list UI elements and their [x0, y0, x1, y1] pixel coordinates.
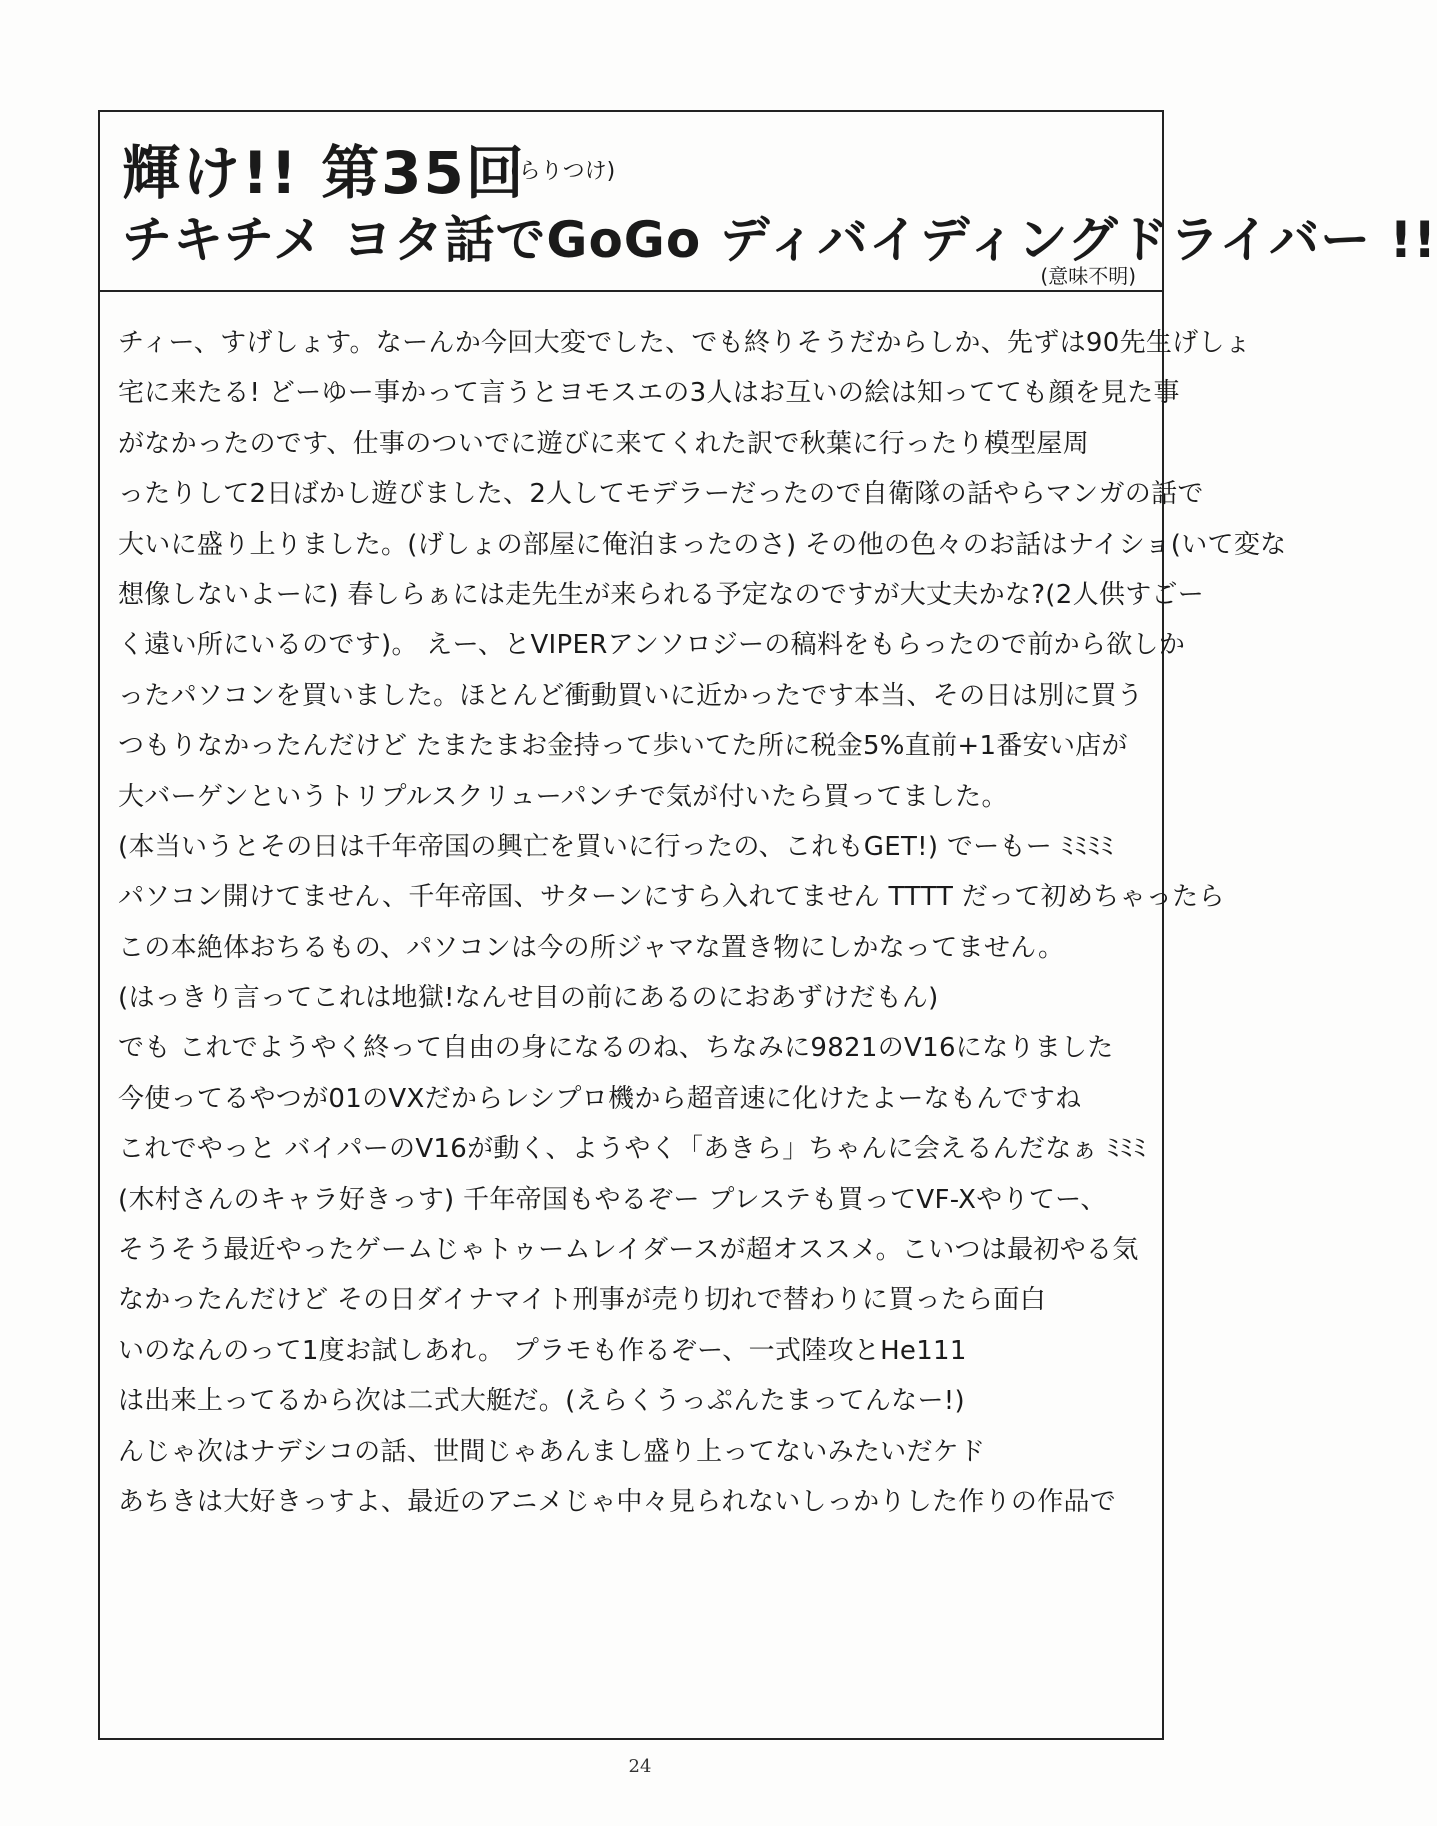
text-line: ったりして2日ばかし遊びました、2人してモデラーだったので自衛隊の話やらマンガの話で — [118, 479, 1204, 510]
title-aside-note: (意味不明) — [1040, 264, 1136, 288]
text-line: つもりなかったんだけど たまたまお金持って歩いてた所に税金5%直前+1番安い店が — [118, 731, 1128, 762]
text-line: がなかったのです、仕事のついでに遊びに来てくれた訳で秋葉に行ったり模型屋周 — [118, 428, 1090, 459]
title-ruby-note: (らりつけ) — [510, 159, 616, 184]
text-line: 大バーゲンというトリプルスクリューパンチで気が付いたら買ってました。 — [118, 781, 1008, 812]
text-line: は出来上ってるから次は二式大艇だ。(えらくうっぷんたまってんなー!) — [118, 1386, 965, 1417]
text-line: あちきは大好きっすよ、最近のアニメじゃ中々見られないしっかりした作りの作品で — [118, 1486, 1117, 1517]
text-line: チィー、すげしょす。なーんか今回大変でした、でも終りそうだからしか、先ずは90先生げしょ — [118, 328, 1252, 358]
text-line: (はっきり言ってこれは地獄!なんせ目の前にあるのにおあずけだもん) — [118, 983, 939, 1014]
text-line: でも これでようやく終って自由の身になるのね、ちなみに9821のV16になりました — [118, 1033, 1114, 1064]
text-line: く遠い所にいるのです)。 えー、とVIPERアンソロジーの稿料をもらったので前から欲しか — [118, 630, 1186, 661]
text-line: いのなんのって1度お試しあれ。 プラモも作るぞー、一式陸攻とHe111 — [118, 1335, 967, 1366]
page-title: 輝け!! 第35回 — [122, 139, 526, 207]
text-line: (本当いうとその日は千年帝国の興亡を買いに行ったの、これもGET!) でーもー ﾐﾐﾐﾐ — [118, 831, 1114, 862]
page-subtitle: チキチメ ヨタ話でGoGo ディバイディングドライバー !! — [122, 211, 1437, 269]
title-box — [98, 110, 1437, 292]
text-line: そうそう最近やったゲームじゃトゥームレイダースが超オススメ。こいつは最初やる気 — [118, 1235, 1139, 1266]
handwritten-body-text — [118, 318, 1287, 1527]
text-line: なかったんだけど その日ダイナマイト刑事が売り切れで替わりに買ったら面白 — [118, 1285, 1047, 1316]
text-line: これでやっと バイパーのV16が動く、ようやく「あきら」ちゃんに会えるんだなぁ ﾐﾐﾐ — [118, 1134, 1147, 1165]
text-line: この本絶体おちるもの、パソコンは今の所ジャマな置き物にしかなってません。 — [118, 932, 1065, 963]
text-line: んじゃ次はナデシコの話、世間じゃあんまし盛り上ってないみたいだケド — [118, 1436, 986, 1467]
text-line: (木村さんのキャラ好きっす) 千年帝国もやるぞー プレステも買ってVF-Xやりてー、 — [118, 1184, 1107, 1215]
text-line: 宅に来たる! どーゆー事かって言うとヨモスエの3人はお互いの絵は知ってても顔を見た事 — [118, 378, 1180, 409]
text-line: ったパソコンを買いました。ほとんど衝動買いに近かったです本当、その日は別に買う — [118, 680, 1144, 711]
text-line: 今使ってるやつが01のVXだからレシプロ機から超音速に化けたよーなもんですね — [118, 1083, 1082, 1114]
text-line: パソコン開けてません、千年帝国、サターンにすら入れてません ТТТТ だって初めちゃったら — [118, 882, 1225, 913]
text-line: 想像しないよーに) 春しらぁには走先生が来られる予定なのですが大丈夫かな?(2人供すごー — [118, 579, 1205, 610]
page-number: 24 — [628, 1756, 652, 1777]
text-line: 大いに盛り上りました。(げしょの部屋に俺泊まったのさ) その他の色々のお話はナイショ(いて変な — [118, 529, 1287, 560]
